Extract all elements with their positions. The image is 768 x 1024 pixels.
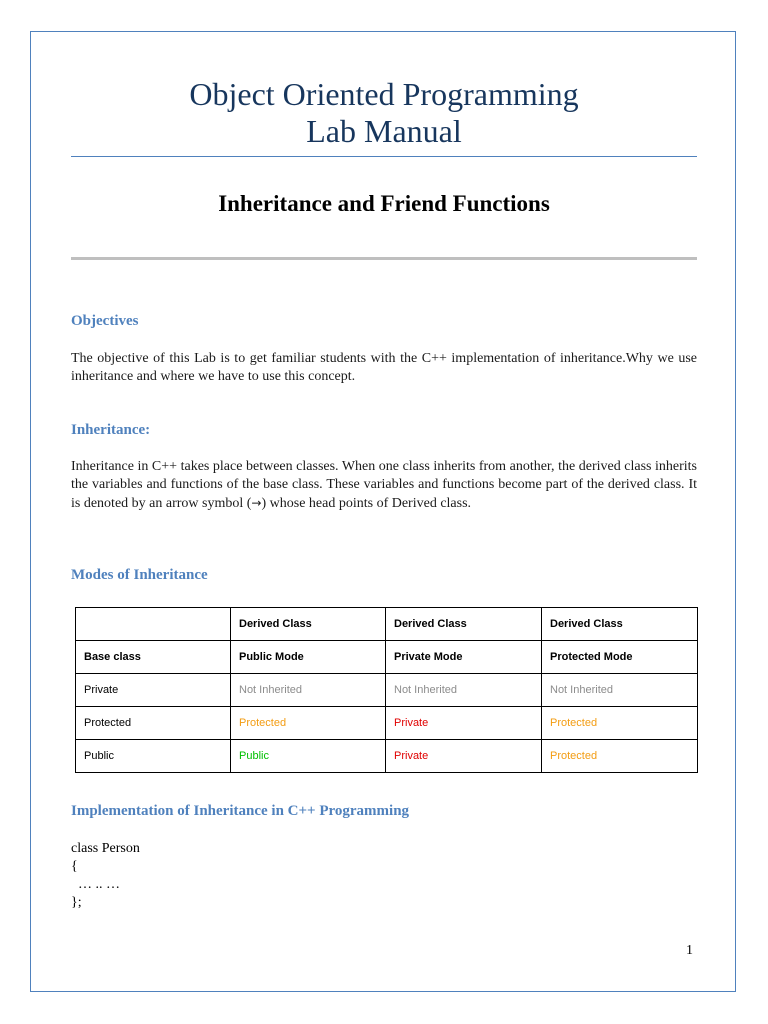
objectives-paragraph: The objective of this Lab is to get familiar students with the C++ implementation of inheritance.Why we use inheritance and where we have to use this concept. <box>71 351 697 384</box>
table-cell: Protected <box>542 707 698 740</box>
table-row <box>76 740 698 773</box>
table-cell: Not Inherited <box>231 674 386 707</box>
code-line: class Person <box>71 841 140 856</box>
table-header-cell: Derived Class <box>386 608 542 641</box>
document-title-line1: Object Oriented Programming <box>189 76 579 112</box>
table-cell: Private <box>386 740 542 773</box>
subtitle-divider <box>71 257 697 260</box>
code-line: }; <box>71 895 82 910</box>
objectives-heading: Objectives <box>71 313 139 329</box>
table-cell: Protected <box>231 707 386 740</box>
table-header-cell: Base class <box>76 641 231 674</box>
table-row <box>76 674 698 707</box>
inheritance-text-part1: Inheritance in C++ takes place between classes. When one class inherits from another, the derived class inherits the variables and functions of the base class. These variables and functions become part of the derived class. It is denoted by an arrow symbol ( <box>71 459 697 511</box>
table-header-cell: Private Mode <box>386 641 542 674</box>
table-row <box>76 707 698 740</box>
document-title-line2: Lab Manual <box>306 113 462 149</box>
table-cell: Not Inherited <box>542 674 698 707</box>
code-line: { <box>71 859 78 874</box>
table-cell: Protected <box>76 707 231 740</box>
table-header-cell <box>76 608 231 641</box>
table-cell: Private <box>76 674 231 707</box>
table-header-cell: Derived Class <box>231 608 386 641</box>
table-header-cell: Public Mode <box>231 641 386 674</box>
page-number: 1 <box>686 943 693 958</box>
implementation-heading: Implementation of Inheritance in C++ Programming <box>71 803 410 819</box>
title-divider <box>71 156 697 157</box>
arrow-symbol-icon: → <box>251 496 262 510</box>
table-cell: Not Inherited <box>386 674 542 707</box>
inheritance-text-part2: ) whose head points of Derived class. <box>261 496 472 511</box>
modes-heading: Modes of Inheritance <box>71 567 208 583</box>
table-header-cell: Derived Class <box>542 608 698 641</box>
modes-table <box>75 607 698 773</box>
inheritance-heading: Inheritance: <box>71 422 151 438</box>
table-header-row <box>76 641 698 674</box>
table-header-row <box>76 608 698 641</box>
inheritance-paragraph <box>71 458 697 513</box>
table-header-cell: Protected Mode <box>542 641 698 674</box>
code-line: … .. … <box>71 877 120 892</box>
table-cell: Protected <box>542 740 698 773</box>
document-subtitle: Inheritance and Friend Functions <box>218 191 550 216</box>
table-cell: Public <box>231 740 386 773</box>
table-cell: Private <box>386 707 542 740</box>
table-cell: Public <box>76 740 231 773</box>
